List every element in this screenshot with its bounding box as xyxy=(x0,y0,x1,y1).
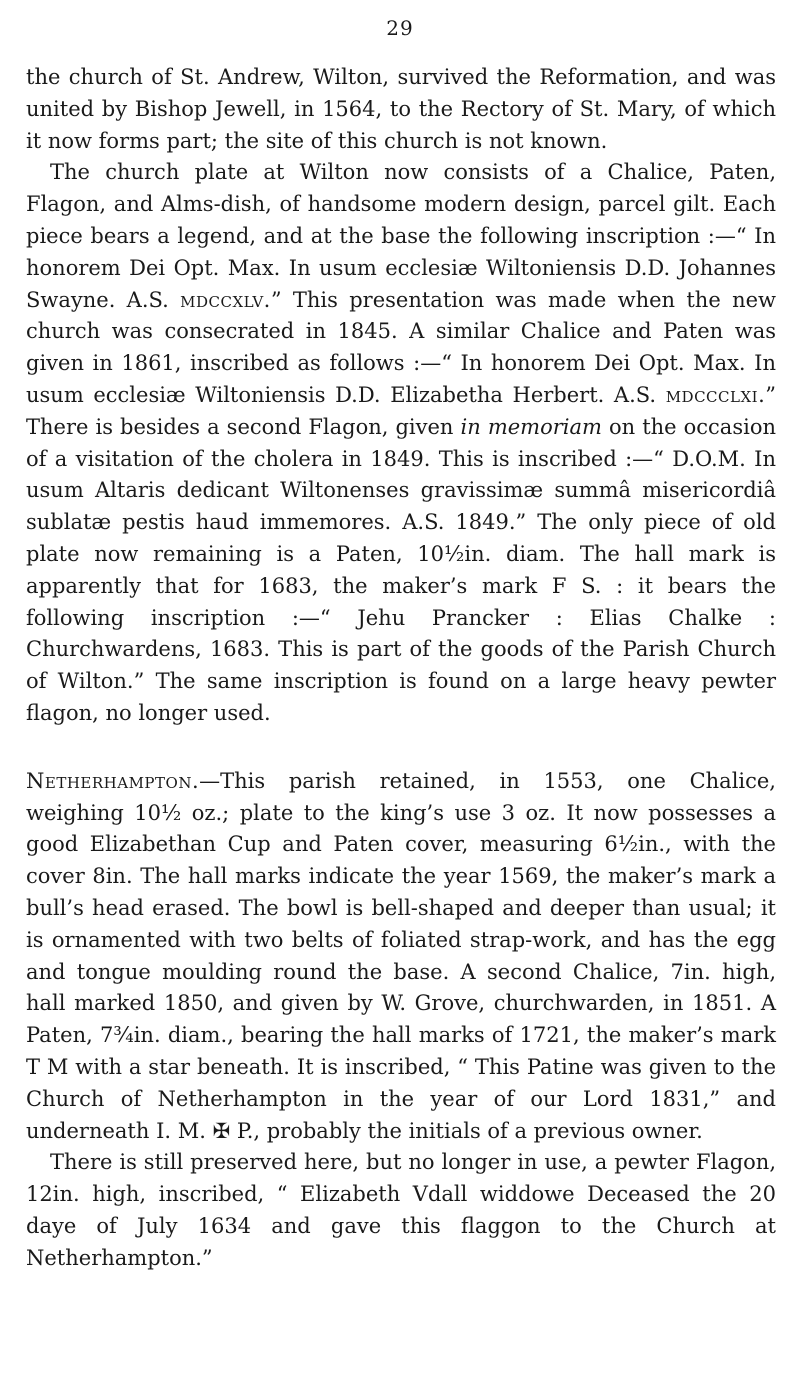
paragraph-st-andrew-text: the church of St. Andrew, Wilton, survived the Reformation, and was united by Bishop Jewell, in 1564, to the Rectory of St. Mary, of which it now forms part; the site of this church is not known. xyxy=(26,65,776,153)
wilton-plate-text-1: The church plate at Wilton now consists of a Chalice, Paten, Flagon, and Alms-dish, of handsome modern design, parcel gilt. Each piece bears a legend, and at the base the following inscription :—“ In honorem Dei Opt. Max. In usum ecclesiæ Wiltoniensis D.D. Johannes Swayne. A.S. xyxy=(26,160,776,312)
wilton-plate-text-4: on the occasion of a visitation of the cholera in 1849. This is inscribed :—“ D.O.M. In usum Altaris dedicant Wiltonenses gravissimæ summâ misericordiâ sublatæ pestis haud immemores. A.S. 1849.” The only piece of old plate now remaining is a Paten, 10½in. diam. The hall mark is apparently that for 1683, the maker’s mark F S. : it bears the following inscription :—“ Jehu Prancker : Elias Chalke : Churchwardens, 1683. This is part of the goods of the Parish Church of Wilton.” The same inscription is found on a large heavy pewter flagon, no longer used. xyxy=(26,414,776,725)
netherhampton-heading: Netherhampton. xyxy=(26,768,200,793)
wilton-plate-text-2: ” This presentation was made when the new church was consecrated in 1845. A similar Chalice and Paten was given in 1861, inscribed as follows :—“ In honorem Dei Opt. Max. In usum ecclesiæ Wiltoniensis D.D. Elizabetha Herbert. A.S. xyxy=(26,287,776,407)
wilton-plate-date-1: mdccxlv. xyxy=(180,287,271,312)
wilton-plate-date-2: mdccclxi. xyxy=(665,382,766,407)
paragraph-netherhampton xyxy=(26,766,776,1148)
wilton-plate-text-3: ” There is besides a second Flagon, given xyxy=(26,382,776,439)
wilton-plate-italic-phrase: in memoriam xyxy=(460,414,602,439)
body-text xyxy=(26,62,776,1274)
page-number: 29 xyxy=(386,16,414,40)
netherhampton-text: —This parish retained, in 1553, one Chalice, weighing 10½ oz.; plate to the king’s use 3 oz. It now possesses a good Elizabethan Cup and Paten cover, measuring 6½in., with the cover 8in. The hall marks indicate the year 1569, the maker’s mark a bull’s head erased. The bowl is bell-shaped and deeper than usual; it is ornamented with two belts of foliated strap-work, and has the egg and tongue moulding round the base. A second Chalice, 7in. high, hall marked 1850, and given by W. Grove, churchwarden, in 1851. A Paten, 7¾in. diam., bearing the hall marks of 1721, the maker’s mark T M with a star beneath. It is inscribed, “ This Patine was given to the Church of Netherhampton in the year of our Lord 1831,” and underneath I. M. ✠ P., probably the initials of a previous owner. xyxy=(26,768,776,1143)
paragraph-st-andrew xyxy=(26,62,776,157)
paragraph-wilton-plate xyxy=(26,157,776,729)
paragraph-pewter-flagon xyxy=(26,1147,776,1274)
pewter-flagon-text: There is still preserved here, but no longer in use, a pewter Flagon, 12in. high, inscribed, “ Elizabeth Vdall widdowe Deceased the 20 daye of July 1634 and gave this flaggon to the Church at Netherhampton.” xyxy=(26,1150,776,1270)
